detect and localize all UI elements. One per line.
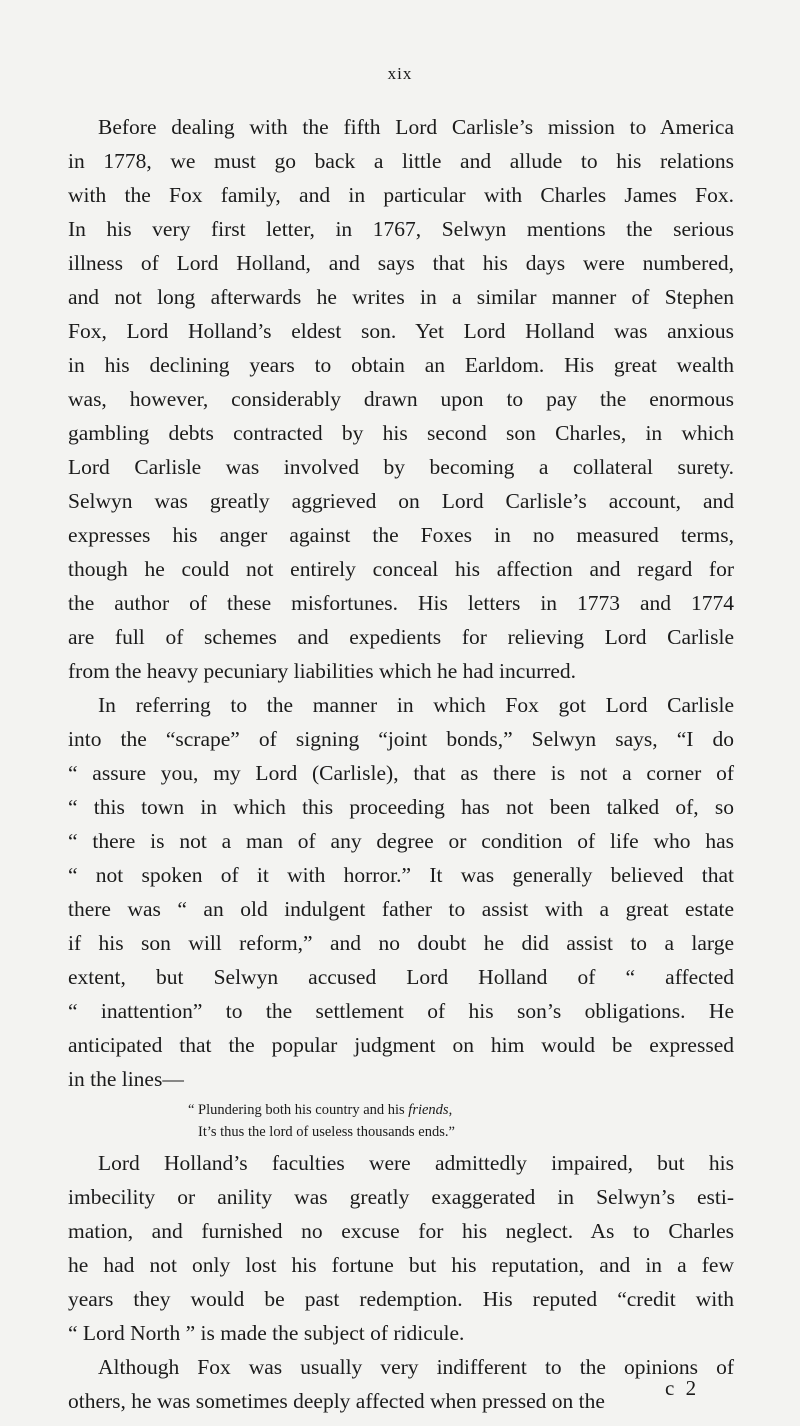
text-line: from the heavy pecuniary liabilities which he had incurred. (68, 659, 577, 683)
verse-italic-word: friends (408, 1102, 449, 1118)
text-line: In his very first letter, in 1767, Selwyn mentions the serious (68, 217, 734, 241)
text-line: extent, but Selwyn accused Lord Holland of “ affected (68, 965, 734, 989)
text-line: into the “scrape” of signing “joint bonds,” Selwyn says, “I do (68, 727, 734, 751)
paragraphs-after-verse (68, 1146, 734, 1418)
text-line: gambling debts contracted by his second son Charles, in which (68, 421, 734, 445)
text-line: “ inattention” to the settlement of his son’s obligations. He (68, 999, 734, 1023)
text-line: years they would be past redemption. His reputed “credit with (68, 1287, 734, 1311)
text-line: Selwyn was greatly aggrieved on Lord Carlisle’s account, and (68, 489, 734, 513)
text-line: if his son will reform,” and no doubt he did assist to a large (68, 931, 734, 955)
text-line: Fox, Lord Holland’s eldest son. Yet Lord Holland was anxious (68, 319, 734, 343)
body-text (68, 110, 734, 1418)
text-line: Before dealing with the fifth Lord Carlisle’s mission to America (98, 115, 734, 139)
text-line: imbecility or anility was greatly exaggerated in Selwyn’s esti- (68, 1185, 734, 1209)
text-line: in the lines— (68, 1067, 184, 1091)
text-line: he had not only lost his fortune but his reputation, and in a few (68, 1253, 734, 1277)
verse-quotation (68, 1096, 734, 1146)
text-line: though he could not entirely conceal his affection and regard for (68, 557, 734, 581)
page-number: xix (387, 64, 413, 83)
verse-line-2: It’s thus the lord of useless thousands ends.” (198, 1124, 455, 1140)
text-line: others, he was sometimes deeply affected when pressed on the (68, 1389, 605, 1413)
verse-line-1: “ Plundering both his country and his friends, (188, 1102, 453, 1118)
text-line: are full of schemes and expedients for relieving Lord Carlisle (68, 625, 734, 649)
text-line: Lord Carlisle was involved by becoming a collateral surety. (68, 455, 734, 479)
text-line: there was “ an old indulgent father to assist with a great estate (68, 897, 734, 921)
signature-mark: c 2 (665, 1376, 700, 1400)
text-line: Lord Holland’s faculties were admittedly impaired, but his (98, 1151, 734, 1175)
text-line: “ this town in which this proceeding has not been talked of, so (68, 795, 734, 819)
text-line: in his declining years to obtain an Earldom. His great wealth (68, 353, 734, 377)
text-line: mation, and furnished no excuse for his neglect. As to Charles (68, 1219, 734, 1243)
text-line: anticipated that the popular judgment on him would be expressed (68, 1033, 734, 1057)
text-line: illness of Lord Holland, and says that his days were numbered, (68, 251, 734, 275)
text-line: and not long afterwards he writes in a similar manner of Stephen (68, 285, 734, 309)
text-line: in 1778, we must go back a little and allude to his relations (68, 149, 734, 173)
text-line: In referring to the manner in which Fox got Lord Carlisle (98, 693, 734, 717)
text-line: expresses his anger against the Foxes in no measured terms, (68, 523, 734, 547)
text-line: “ there is not a man of any degree or condition of life who has (68, 829, 734, 853)
text-line: “ Lord North ” is made the subject of ridicule. (68, 1321, 465, 1345)
text-line: “ assure you, my Lord (Carlisle), that as there is not a corner of (68, 761, 734, 785)
text-line: was, however, considerably drawn upon to pay the enormous (68, 387, 734, 411)
text-line: the author of these misfortunes. His letters in 1773 and 1774 (68, 591, 734, 615)
text-line: Although Fox was usually very indifferent to the opinions of (98, 1355, 734, 1379)
text-line: “ not spoken of it with horror.” It was generally believed that (68, 863, 734, 887)
paragraphs-before-verse (68, 110, 734, 1096)
text-line: with the Fox family, and in particular with Charles James Fox. (68, 183, 734, 207)
